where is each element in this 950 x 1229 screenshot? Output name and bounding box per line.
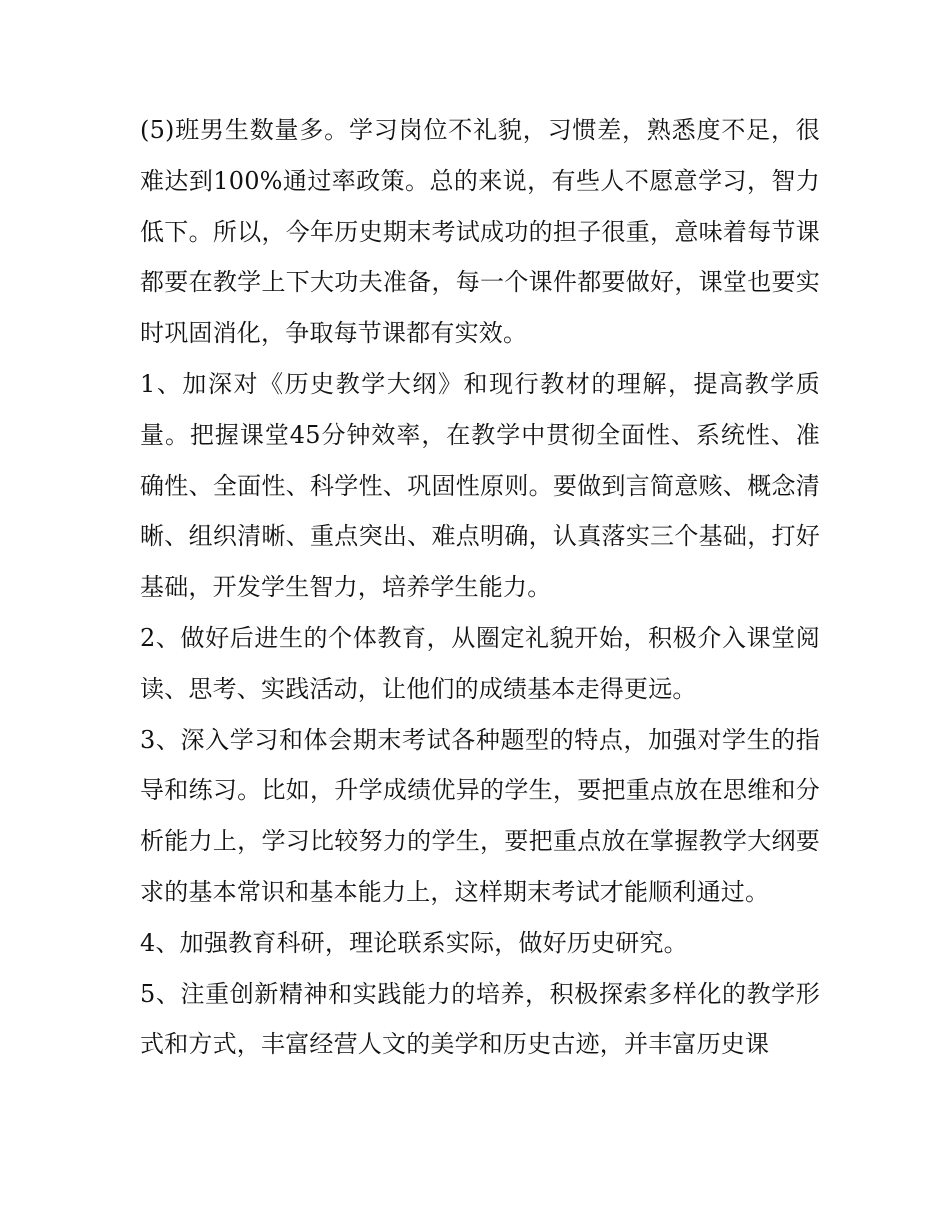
paragraph-item-2: 2、做好后进生的个体教育，从圈定礼貌开始，积极介入课堂阅读、思考、实践活动，让他们的成绩基本走得更远。 <box>140 623 820 703</box>
paragraph-item-5: 5、注重创新精神和实践能力的培养，积极探索多样化的教学形式和方式，丰富经营人文的美学和历史古迹，并丰富历史课 <box>140 979 820 1059</box>
document-body <box>140 105 820 1070</box>
paragraph-item-3: 3、深入学习和体会期末考试各种题型的特点，加强对学生的指导和练习。比如，升学成绩优异的学生，要把重点放在思维和分析能力上，学习比较努力的学生，要把重点放在掌握教学大纲要求的基本常识和基本能力上，这样期末考试才能顺利通过。 <box>140 725 820 906</box>
paragraph-item-4: 4、加强教育科研，理论联系实际，做好历史研究。 <box>140 928 688 957</box>
paragraph-item-1: 1、加深对《历史教学大纲》和现行教材的理解，提高教学质量。把握课堂45分钟效率，在教学中贯彻全面性、系统性、准确性、全面性、科学性、巩固性原则。要做到言简意赅、概念清晰、组织清晰、重点突出、难点明确，认真落实三个基础，打好基础，开发学生智力，培养学生能力。 <box>140 369 820 602</box>
paragraph-class-situation: (5)班男生数量多。学习岗位不礼貌，习惯差，熟悉度不足，很难达到100%通过率政策。总的来说，有些人不愿意学习，智力低下。所以，今年历史期末考试成功的担子很重，意味着每节课都要在教学上下大功夫准备，每一个课件都要做好，课堂也要实时巩固消化，争取每节课都有实效。 <box>140 116 820 348</box>
